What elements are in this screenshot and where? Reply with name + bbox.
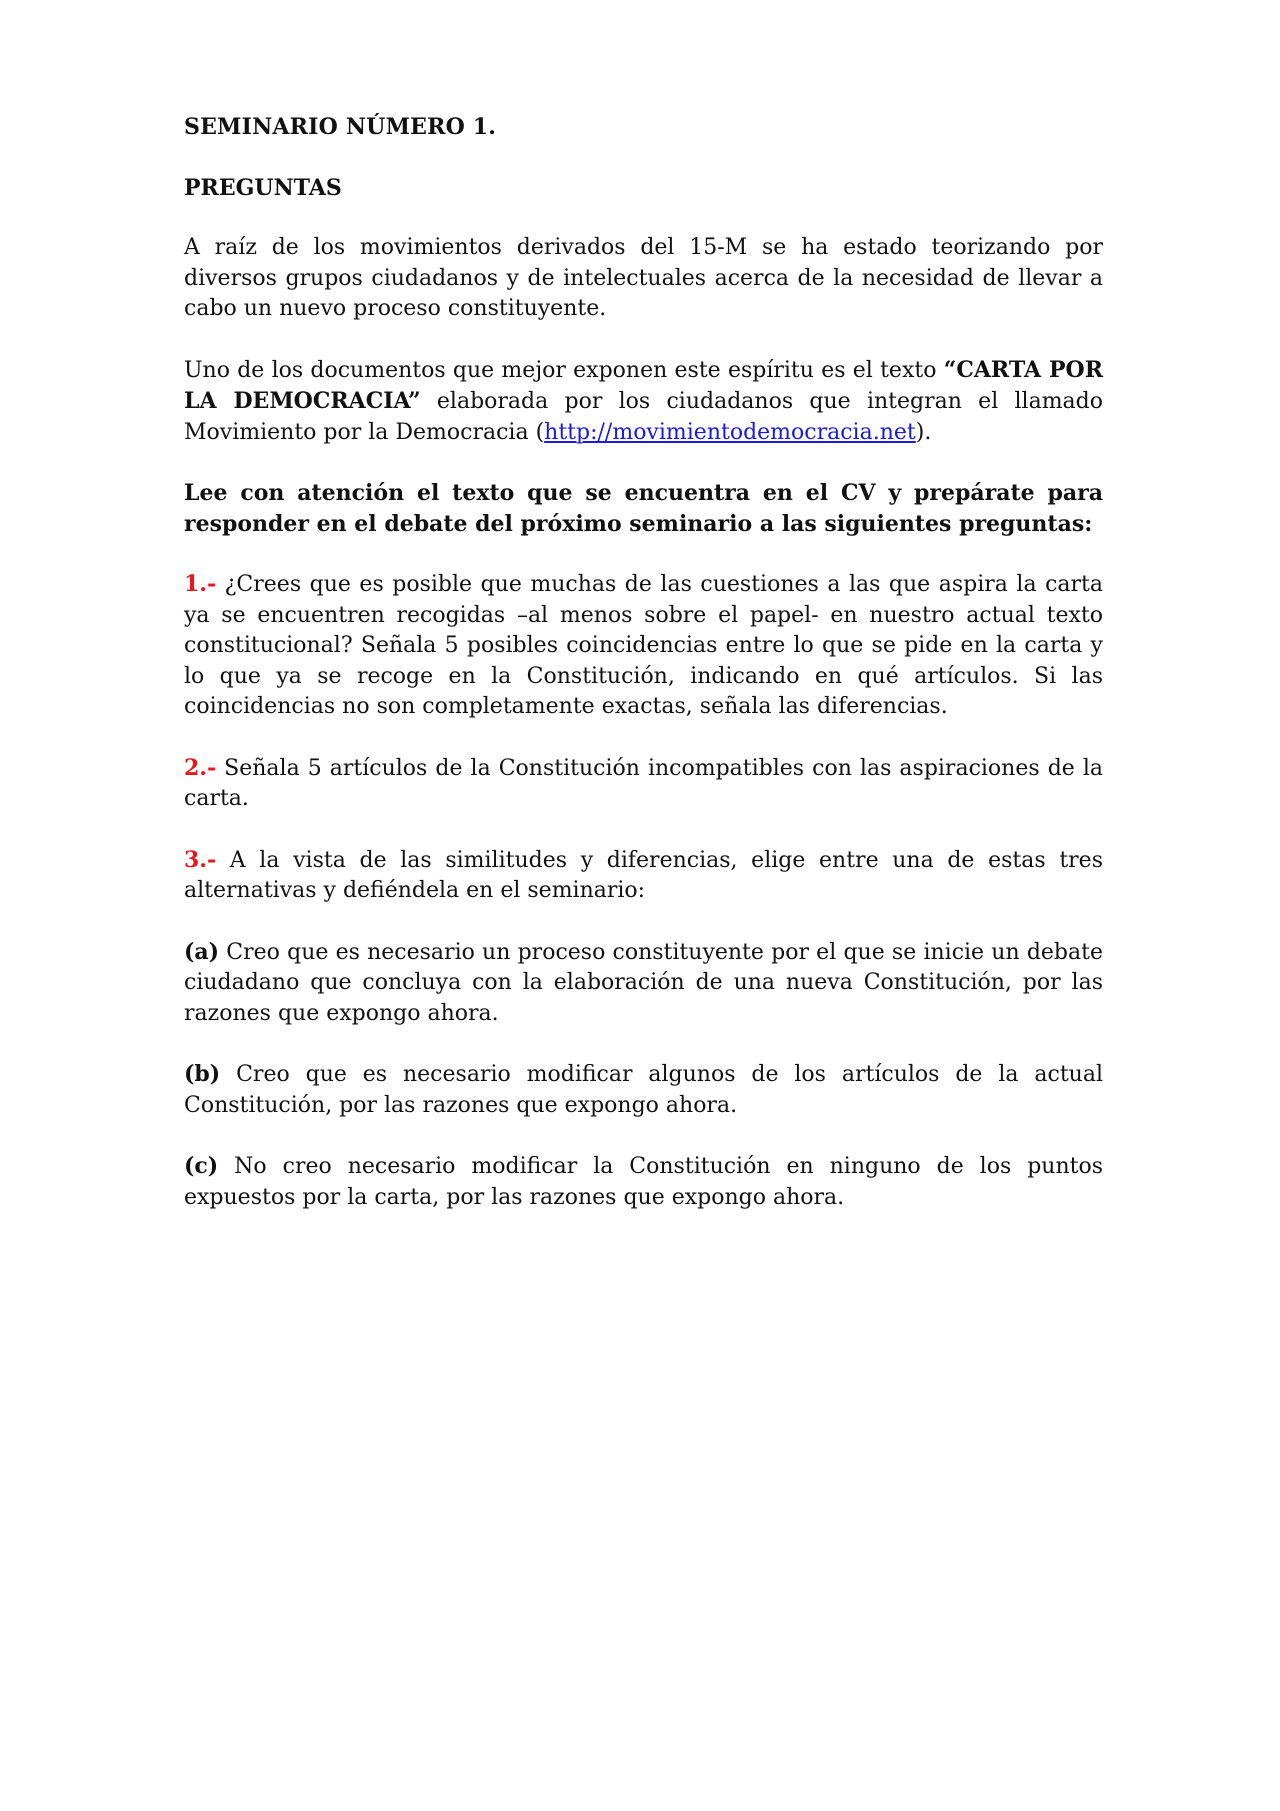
reference-text-before: Uno de los documentos que mejor exponen este espíritu es el texto [184, 357, 944, 383]
question-3 [184, 845, 1103, 907]
instruction-paragraph: Lee con atención el texto que se encuentra en el CV y prepárate para responder en el debate del próximo seminario a las siguientes preguntas: [184, 480, 1103, 537]
option-text: No creo necesario modificar la Constitución en ninguno de los puntos expuestos por la carta, por las razones que expongo ahora. [184, 1154, 1103, 1210]
reference-text-after: ). [915, 419, 932, 445]
option-label: (b) [184, 1061, 221, 1087]
option-text: Creo que es necesario un proceso constituyente por el que se inicie un debate ciudadano que concluya con la elaboración de una nueva Constitución, por las razones que expongo ahora. [184, 939, 1103, 1026]
movimiento-democracia-link[interactable]: http://movimientodemocracia.net [544, 419, 916, 445]
question-1 [184, 569, 1103, 723]
intro-paragraph: A raíz de los movimientos derivados del 15-M se ha estado teorizando por diversos grupos ciudadanos y de intelectuales acerca de la necesidad de llevar a cabo un nuevo proceso constituyente. [184, 235, 1103, 321]
option-text: Creo que es necesario modificar algunos de los artículos de la actual Constitución, por las razones que expongo ahora. [184, 1062, 1103, 1118]
document-body [184, 112, 1103, 1243]
document-subtitle: PREGUNTAS [184, 174, 342, 201]
question-text: A la vista de las similitudes y diferencias, elige entre una de estas tres alternativas y defiéndela en el seminario: [184, 847, 1103, 903]
option-b [184, 1059, 1103, 1121]
question-number: 1.- [184, 571, 217, 597]
option-a [184, 937, 1103, 1030]
option-c [184, 1151, 1103, 1213]
question-number: 3.- [184, 846, 217, 873]
carta-title: “CARTA POR LA DEMOCRACIA” [184, 356, 1103, 414]
question-2 [184, 753, 1103, 815]
question-text: ¿Crees que es posible que muchas de las cuestiones a las que aspira la carta ya se encuentren recogidas –al menos sobre el papel- en nuestro actual texto constitucional? Señala 5 posibles coincidencias entre lo que se pide en la carta y lo que ya se recoge en la Constitución, indicando en qué artículos. Si las coincidencias no son completamente exactas, señala las diferencias. [184, 572, 1103, 719]
document-reference-paragraph [184, 355, 1103, 449]
question-number: 2.- [184, 754, 217, 781]
reference-text-middle: elaborada por los ciudadanos que integran el llamado Movimiento por la Democracia ( [184, 389, 1103, 445]
option-label: (a) [184, 938, 220, 965]
question-text: Señala 5 artículos de la Constitución incompatibles con las aspiraciones de la carta. [184, 755, 1103, 811]
document-title: SEMINARIO NÚMERO 1. [184, 114, 497, 140]
option-label: (c) [184, 1153, 219, 1179]
